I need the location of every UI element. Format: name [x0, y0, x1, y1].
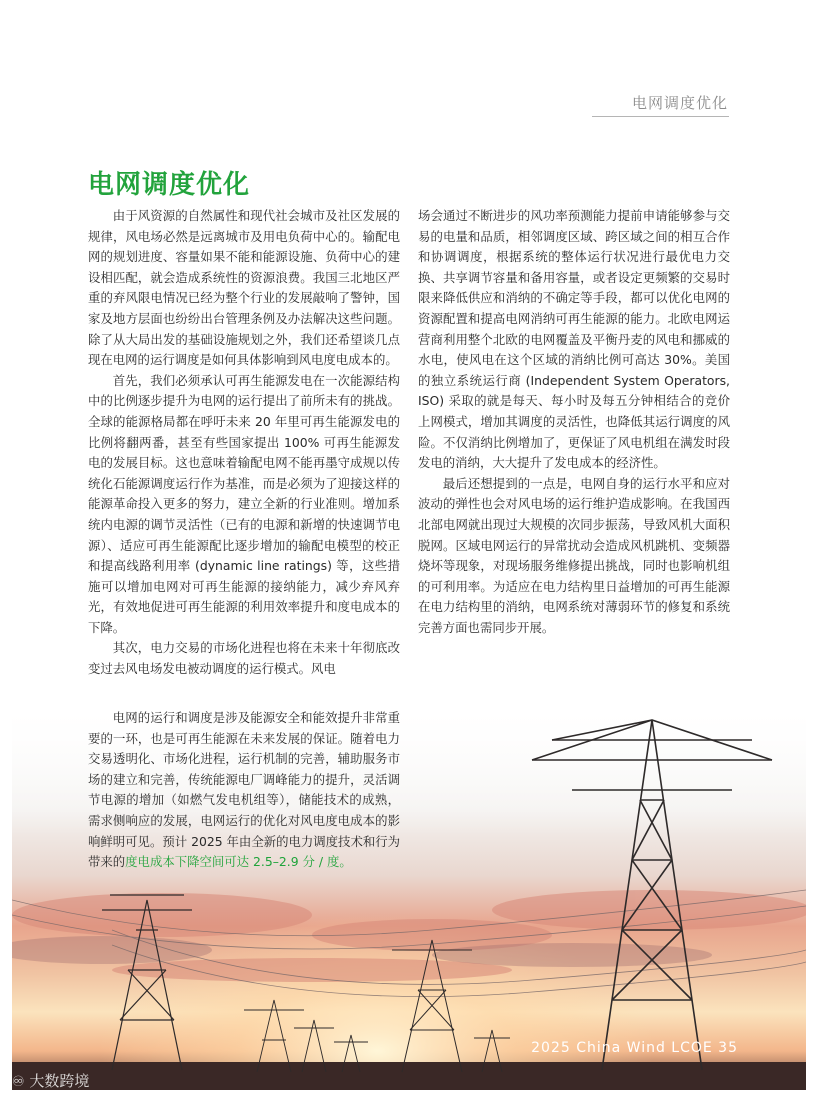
page-number: 2025 China Wind LCOE 35 [531, 1040, 738, 1056]
paragraph: 由于风资源的自然属性和现代社会城市及社区发展的规律，风电场必然是远离城市及用电负荷中心的。输配电网的规划进度、容量如果不能和能源设施、负荷中心的建设相匹配，就会造成系统性的资源浪费。我国三北地区严重的弃风限电情况已经为整个行业的发展敲响了警钟，国家及地方层面也纷纷出台管理条例及办法解决这些问题。除了从大局出发的基础设施规划之外，我们还希望谈几点现在电网的运行调度是如何具体影响到风电度电成本的。 [88, 208, 400, 368]
paragraph [88, 708, 400, 873]
running-head: 电网调度优化 [631, 94, 728, 112]
left-column [88, 206, 400, 680]
watermark [12, 1070, 89, 1091]
paragraph-text: 电网的运行和调度是涉及能源安全和能效提升非常重要的一环，也是可再生能源在未来发展的保证。随着电力交易透明化、市场化进程，运行机制的完善，辅助服务市场的建立和完善，传统能源电厂调峰能力的提升，灵活调节电源的增加（如燃气发电机组等），储能技术的成熟，需求侧响应的发展，电网运行的优化对风电度电成本的影响鲜明可见。预计 2025 年由全新的电力调度技术和行为带来的 [88, 710, 401, 870]
watermark-text: 大数跨境 [29, 1072, 90, 1090]
bottom-column [88, 708, 400, 873]
header-rule [592, 116, 729, 117]
highlight-text: 度电成本下降空间可达 2.5–2.9 分 / 度。 [125, 854, 352, 870]
paragraph: 场会通过不断进步的风功率预测能力提前申请能够参与交易的电量和品质，相邻调度区域、跨区域之间的相互合作和协调调度，根据系统的整体运行状况进行最优电力交换、共享调节容量和备用容量，或者设定更频繁的交易时限来降低供应和消纳的不确定等手段，都可以优化电网的资源配置和提高电网消纳可再生能源的能力。北欧电网运营商利用整个北欧的电网覆盖及平衡丹麦的风电和挪威的水电，使风电在这个区域的消纳比例可高达 30%。美国的独立系统运行商 (Independent System Operators, ISO) 采取的就是每天、每小时及每五分钟相结合的竞价上网模式，增加其调度的灵活性，也降低其运行调度的风险。不仅消纳比例增加了，更保证了风电机组在满发时段发电的消纳，大大提升了发电成本的经济性。 [418, 208, 730, 471]
paragraph: 首先，我们必须承认可再生能源发电在一次能源结构中的比例逐步提升为电网的运行提出了前所未有的挑战。全球的能源格局都在呼吁未来 20 年里可再生能源发电的比例将翻两番，甚至有些国家提出 100% 可再生能源发电的发展目标。这也意味着输配电网不能再墨守成规以传统化石能源调度运行作为基准，而是必须为了迎接这样的能源革命投入更多的努力，建立全新的行业准则。增加系统内电源的调节灵活性（已有的电源和新增的快速调节电源）、适应可再生能源配比逐步增加的输配电模型的校正和提高线路利用率 (dynamic line ratings) 等，这些措施可以增加电网对可再生能源的接纳能力，减少弃风弃光，有效地促进可再生能源的利用效率提升和度电成本的下降。 [88, 372, 400, 635]
paragraph: 最后还想提到的一点是，电网自身的运行水平和应对波动的弹性也会对风电场的运行维护造成影响。在我国西北部电网就出现过大规模的次同步振荡，导致风机大面积脱网。区域电网运行的异常扰动会造成风机跳机、变频器烧坏等现象，对现场服务维修提出挑战，同时也影响机组的可利用率。为适应在电力结构里日益增加的可再生能源在电力结构里的消纳，电网系统对薄弱环节的修复和系统完善方面也需同步开展。 [418, 475, 730, 635]
watermark-icon: ♾ [12, 1074, 25, 1090]
article-title: 电网调度优化 [88, 170, 251, 200]
right-column [418, 206, 730, 638]
paragraph: 其次，电力交易的市场化进程也将在未来十年彻底改变过去风电场发电被动调度的运行模式。风电 [88, 640, 400, 677]
